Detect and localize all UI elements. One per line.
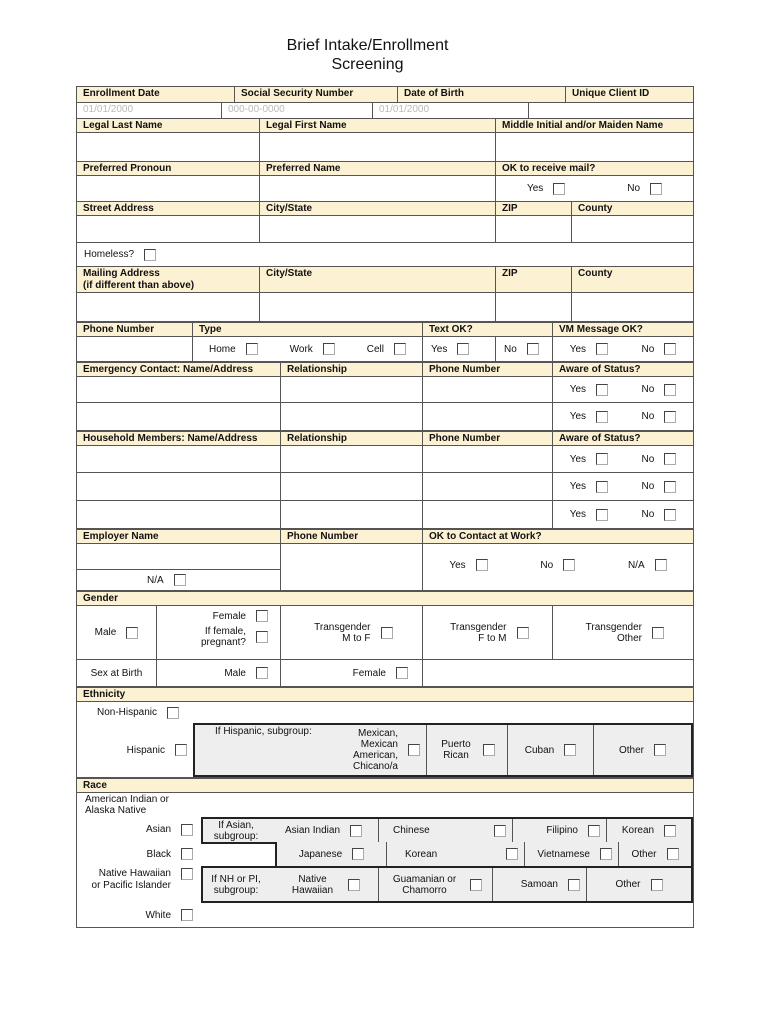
aware-no-checkbox[interactable]: [664, 509, 676, 521]
mail-zip-field[interactable]: [496, 293, 572, 321]
puerto-rican-checkbox[interactable]: [483, 744, 495, 756]
work-checkbox[interactable]: [323, 343, 335, 355]
hispanic-subgroup-label: If Hispanic, subgroup:: [215, 726, 312, 737]
household-rel-field-3[interactable]: [281, 501, 423, 528]
cell-checkbox[interactable]: [394, 343, 406, 355]
race-section: [76, 778, 694, 928]
cuban-checkbox[interactable]: [564, 744, 576, 756]
cell-option[interactable]: [367, 343, 406, 355]
title-line-1: Brief Intake/Enrollment: [286, 37, 449, 54]
aware-yes-checkbox[interactable]: [596, 481, 608, 493]
aware-yes-label: Yes: [569, 411, 587, 422]
household-name-field-3[interactable]: [77, 501, 281, 528]
home-option[interactable]: [209, 343, 258, 355]
aware-no-label: No: [641, 384, 655, 395]
aware-yes-checkbox[interactable]: [596, 509, 608, 521]
asian-subgroup-label: If Asian, subgroup:: [213, 819, 259, 842]
household-name-label: Household Members: Name/Address: [83, 433, 258, 444]
county-label: County: [571, 202, 693, 215]
vm-yes-checkbox[interactable]: [596, 343, 608, 355]
homeless-label: Homeless?: [84, 249, 135, 260]
employer-section: [76, 529, 694, 591]
work-label: Work: [289, 343, 313, 355]
mexican-label: Mexican, Mexican American, Chicano/a: [352, 728, 398, 772]
intake-form: [76, 86, 694, 928]
pronoun-label: Preferred Pronoun: [83, 163, 172, 174]
household-section: [76, 431, 694, 529]
chinese-label: Chinese: [393, 825, 430, 836]
household-aware-label: Aware of Status?: [552, 432, 693, 445]
sab-female-label: Female: [352, 667, 386, 679]
emergency-rel-label: Relationship: [280, 363, 422, 376]
korean-label: Korean: [621, 825, 655, 836]
aware-no-label: No: [641, 509, 655, 520]
ssn-field[interactable]: 000-00-0000: [222, 103, 373, 118]
asian-subgroup-box-2: [275, 842, 693, 866]
mail-zip-label: ZIP: [495, 267, 571, 292]
aware-no-label: No: [641, 411, 655, 422]
nhpi-other-checkbox[interactable]: [651, 879, 663, 891]
gender-label: Gender: [83, 593, 119, 604]
asian-indian-label: Asian Indian: [284, 825, 341, 836]
race-label: Race: [83, 780, 107, 791]
emergency-rel-field-2[interactable]: [281, 403, 423, 430]
first-name-field[interactable]: [260, 133, 496, 161]
vm-no-label: No: [641, 343, 655, 355]
non-hispanic-label: Non-Hispanic: [97, 707, 158, 718]
emergency-phone-field-2[interactable]: [423, 403, 553, 430]
preferred-name-field[interactable]: [260, 176, 496, 201]
asian-label: Asian: [145, 824, 171, 835]
black-checkbox[interactable]: [181, 848, 193, 860]
mail-street-field[interactable]: [77, 293, 260, 321]
enrollment-date-field[interactable]: 01/01/2000: [77, 103, 222, 118]
household-rel-field-1[interactable]: [281, 446, 423, 472]
pronoun-field[interactable]: [77, 176, 260, 201]
aware-yes-checkbox[interactable]: [596, 453, 608, 465]
dob-label: Date of Birth: [397, 87, 565, 102]
samoan-checkbox[interactable]: [568, 879, 580, 891]
home-label: Home: [208, 343, 236, 355]
puerto-rican-label: Puerto Rican: [441, 739, 471, 761]
mailing-label-2: (if different than above): [83, 280, 195, 291]
vm-yes-label: Yes: [569, 343, 587, 355]
ethnicity-label: Ethnicity: [83, 689, 126, 700]
title-line-2: Screening: [331, 56, 404, 73]
aware-no-checkbox[interactable]: [664, 481, 676, 493]
mail-yes-label: Yes: [526, 183, 544, 194]
female-label: Female: [212, 610, 246, 622]
emergency-name-field-2[interactable]: [77, 403, 281, 430]
nhpi-subgroup-label: If NH or PI, subgroup:: [211, 873, 261, 896]
emergency-name-field-1[interactable]: [77, 377, 281, 402]
aware-no-checkbox[interactable]: [664, 453, 676, 465]
asian-indian-checkbox[interactable]: [350, 825, 362, 837]
guamanian-label: Guamanian or Chamorro: [392, 873, 457, 896]
vm-no-checkbox[interactable]: [664, 343, 676, 355]
employer-na-checkbox[interactable]: [174, 574, 186, 586]
last-name-field[interactable]: [77, 133, 260, 161]
trans-mtf-label: Transgender M to F: [314, 621, 371, 644]
ethnicity-section: [76, 687, 694, 778]
household-phone-field-2[interactable]: [423, 473, 553, 500]
work-option[interactable]: [290, 343, 335, 355]
employer-name-label: Employer Name: [83, 531, 159, 542]
home-checkbox[interactable]: [246, 343, 258, 355]
asian-checkbox[interactable]: [181, 824, 193, 836]
enrollment-date-label: Enrollment Date: [83, 88, 160, 99]
aware-no-checkbox[interactable]: [664, 384, 676, 396]
sab-male-label: Male: [224, 667, 246, 679]
zip-field[interactable]: [496, 216, 572, 242]
mail-yes-option[interactable]: [527, 183, 565, 195]
last-name-label: Legal Last Name: [83, 120, 163, 131]
household-phone-field-3[interactable]: [423, 501, 553, 528]
text-ok-label: Text OK?: [422, 323, 552, 336]
household-phone-label: Phone Number: [422, 432, 552, 445]
nhpi-other-label: Other: [615, 879, 641, 890]
japanese-checkbox[interactable]: [352, 848, 364, 860]
asian-other-checkbox[interactable]: [667, 848, 679, 860]
mail-city-label: City/State: [259, 267, 495, 292]
hispanic-subgroup-box: [193, 723, 693, 777]
mail-no-checkbox[interactable]: [650, 183, 662, 195]
contact-yes-checkbox[interactable]: [476, 559, 488, 571]
mail-yes-checkbox[interactable]: [553, 183, 565, 195]
household-rel-field-2[interactable]: [281, 473, 423, 500]
hispanic-checkbox[interactable]: [175, 744, 187, 756]
vm-ok-label: VM Message OK?: [552, 323, 693, 336]
phone-type-label: Type: [192, 323, 422, 336]
pregnant-label: If female, pregnant?: [200, 626, 246, 648]
city-label: City/State: [259, 202, 495, 215]
aware-no-label: No: [641, 453, 655, 465]
client-id-field[interactable]: [529, 103, 693, 118]
black-label: Black: [146, 848, 171, 860]
employer-phone-label: Phone Number: [280, 530, 422, 543]
nhpi-label: Native Hawaiian or Pacific Islander: [91, 868, 171, 891]
contact-yes-label: Yes: [449, 559, 466, 571]
japanese-label: Japanese: [298, 848, 343, 860]
middle-name-label: Middle Initial and/or Maiden Name: [495, 119, 693, 132]
samoan-label: Samoan: [520, 879, 558, 890]
client-id-label: Unique Client ID: [565, 87, 693, 102]
homeless-checkbox[interactable]: [144, 249, 156, 261]
name-section: [76, 119, 694, 322]
phone-number-field[interactable]: [77, 337, 193, 361]
ssn-label: Social Security Number: [234, 87, 397, 102]
guamanian-checkbox[interactable]: [470, 879, 482, 891]
text-no-label: No: [504, 343, 517, 355]
female-checkbox[interactable]: [256, 610, 268, 622]
trans-ftm-checkbox[interactable]: [517, 627, 529, 639]
native-hawaiian-label: Native Hawaiian: [291, 873, 334, 896]
street-label: Street Address: [83, 203, 154, 214]
phone-section: [76, 322, 694, 362]
vietnamese-label: Vietnamese: [537, 848, 590, 860]
hispanic-other-label: Other: [618, 744, 644, 756]
emergency-phone-field-1[interactable]: [423, 377, 553, 402]
nhpi-checkbox[interactable]: [181, 868, 193, 880]
employer-name-field[interactable]: [77, 544, 280, 570]
hispanic-other-checkbox[interactable]: [654, 744, 666, 756]
middle-name-field[interactable]: [496, 133, 693, 161]
korean-checkbox[interactable]: [664, 825, 676, 837]
aian-label: American Indian or Alaska Native: [85, 794, 169, 816]
contact-no-label: No: [540, 559, 554, 571]
aware-yes-checkbox[interactable]: [596, 384, 608, 396]
emergency-aware-label: Aware of Status?: [552, 363, 693, 376]
cell-label: Cell: [366, 343, 384, 355]
household-name-field-1[interactable]: [77, 446, 281, 472]
text-no-checkbox[interactable]: [527, 343, 539, 355]
non-hispanic-checkbox[interactable]: [167, 707, 179, 719]
sex-at-birth-label: Sex at Birth: [77, 660, 157, 686]
household-rel-label: Relationship: [280, 432, 422, 445]
household-phone-field-1[interactable]: [423, 446, 553, 472]
contact-na-label: N/A: [627, 559, 645, 571]
hispanic-label: Hispanic: [126, 744, 165, 756]
text-yes-label: Yes: [431, 343, 448, 355]
aware-no-checkbox[interactable]: [664, 411, 676, 423]
emergency-name-label: Emergency Contact: Name/Address: [83, 364, 254, 375]
text-yes-option[interactable]: [423, 337, 496, 361]
mail-county-field[interactable]: [572, 293, 693, 321]
mexican-checkbox[interactable]: [408, 744, 420, 756]
aware-no-label: No: [641, 481, 655, 492]
aware-yes-checkbox[interactable]: [596, 411, 608, 423]
male-label: Male: [94, 627, 117, 638]
zip-label: ZIP: [495, 202, 571, 215]
male-checkbox[interactable]: [126, 627, 138, 639]
contact-na-checkbox[interactable]: [655, 559, 667, 571]
form-title: [0, 36, 735, 74]
enrollment-section: [76, 86, 694, 119]
preferred-name-label: Preferred Name: [259, 162, 495, 175]
cuban-label: Cuban: [524, 744, 555, 756]
sab-female-checkbox[interactable]: [396, 667, 408, 679]
phone-number-label: Phone Number: [83, 324, 155, 335]
korean-checkbox[interactable]: [506, 848, 518, 860]
white-label: White: [145, 909, 171, 921]
aware-yes-label: Yes: [569, 453, 587, 465]
asian-subgroup-box: [201, 817, 693, 842]
emergency-rel-field-1[interactable]: [281, 377, 423, 402]
county-field[interactable]: [572, 216, 693, 242]
korean-label: Korean: [405, 848, 438, 860]
contact-work-label: OK to Contact at Work?: [422, 530, 693, 543]
employer-phone-field[interactable]: [281, 544, 423, 590]
nhpi-subgroup-box: [201, 866, 693, 903]
trans-other-checkbox[interactable]: [652, 627, 664, 639]
chinese-checkbox[interactable]: [494, 825, 506, 837]
household-name-field-2[interactable]: [77, 473, 281, 500]
emergency-phone-label: Phone Number: [422, 363, 552, 376]
aware-yes-label: Yes: [569, 481, 587, 492]
vm-no-option[interactable]: [641, 343, 676, 355]
trans-mtf-checkbox[interactable]: [381, 627, 393, 639]
gender-section: [76, 591, 694, 687]
white-checkbox[interactable]: [181, 909, 193, 921]
mail-city-field[interactable]: [260, 293, 496, 321]
filipino-label: Filipino: [546, 825, 578, 836]
trans-other-label: Transgender Other: [585, 621, 642, 644]
employer-na-label: N/A: [147, 574, 164, 586]
aware-yes-label: Yes: [569, 384, 587, 395]
city-field[interactable]: [260, 216, 496, 242]
emergency-section: [76, 362, 694, 431]
mailing-label-1: Mailing Address: [83, 268, 160, 279]
filipino-checkbox[interactable]: [588, 825, 600, 837]
text-yes-checkbox[interactable]: [457, 343, 469, 355]
vietnamese-checkbox[interactable]: [600, 848, 612, 860]
dob-field[interactable]: 01/01/2000: [373, 103, 529, 118]
vm-yes-option[interactable]: [570, 343, 608, 355]
mail-no-label: No: [627, 183, 641, 194]
street-field[interactable]: [77, 216, 260, 242]
asian-other-label: Other: [631, 848, 657, 860]
trans-ftm-label: Transgender F to M: [450, 621, 507, 644]
native-hawaiian-checkbox[interactable]: [348, 879, 360, 891]
first-name-label: Legal First Name: [259, 119, 495, 132]
sab-male-checkbox[interactable]: [256, 667, 268, 679]
mail-county-label: County: [571, 267, 693, 292]
aware-yes-label: Yes: [569, 509, 587, 520]
receive-mail-label: OK to receive mail?: [495, 162, 693, 175]
mail-no-option[interactable]: [627, 183, 662, 195]
text-no-option[interactable]: [496, 337, 553, 361]
pregnant-checkbox[interactable]: [256, 631, 268, 643]
contact-no-checkbox[interactable]: [563, 559, 575, 571]
